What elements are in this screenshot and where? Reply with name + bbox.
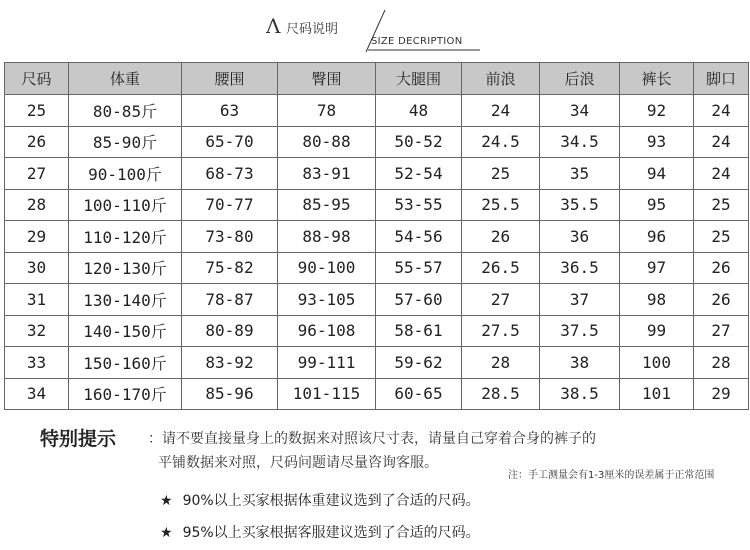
table-cell: 37: [540, 284, 620, 316]
table-cell: 95: [620, 189, 694, 221]
table-cell: 160-170斤: [69, 378, 182, 410]
table-row: [5, 189, 749, 221]
table-cell: 97: [620, 252, 694, 284]
table-cell: 101-115: [278, 378, 376, 410]
table-row: [5, 284, 749, 316]
star-icon: ★: [160, 525, 173, 541]
table-cell: 80-88: [278, 126, 376, 158]
table-cell: 93: [620, 126, 694, 158]
column-header: 尺码: [5, 63, 69, 95]
table-cell: 24: [694, 158, 749, 190]
table-cell: 24.5: [462, 126, 540, 158]
table-cell: 24: [694, 126, 749, 158]
table-cell: 58-61: [376, 315, 462, 347]
table-cell: 50-52: [376, 126, 462, 158]
page-title: 尺码说明: [286, 22, 339, 37]
table-cell: 53-55: [376, 189, 462, 221]
table-cell: 25: [5, 95, 69, 127]
table-cell: 27: [694, 315, 749, 347]
table-cell: 85-95: [278, 189, 376, 221]
notes-section: [0, 418, 750, 550]
table-cell: 101: [620, 378, 694, 410]
table-row: [5, 221, 749, 253]
table-row: [5, 378, 749, 410]
logo-icon: Λ: [266, 14, 281, 38]
column-header: 臀围: [278, 63, 376, 95]
table-cell: 120-130斤: [69, 252, 182, 284]
table-cell: 73-80: [182, 221, 278, 253]
table-cell: 93-105: [278, 284, 376, 316]
table-cell: 99-111: [278, 347, 376, 379]
table-row: [5, 95, 749, 127]
column-header: 腰围: [182, 63, 278, 95]
table-cell: 78-87: [182, 284, 278, 316]
table-cell: 68-73: [182, 158, 278, 190]
table-cell: 63: [182, 95, 278, 127]
table-row: [5, 315, 749, 347]
column-header: 体重: [69, 63, 182, 95]
bullet-service-advice: [160, 522, 480, 542]
bullet-text: 95%以上买家根据客服建议选到了合适的尺码。: [182, 525, 480, 541]
table-cell: 24: [694, 95, 749, 127]
table-cell: 99: [620, 315, 694, 347]
table-cell: 28: [694, 347, 749, 379]
column-header: 脚口: [694, 63, 749, 95]
table-cell: 48: [376, 95, 462, 127]
table-cell: 110-120斤: [69, 221, 182, 253]
table-cell: 80-85斤: [69, 95, 182, 127]
header: [0, 0, 750, 62]
table-cell: 80-89: [182, 315, 278, 347]
table-cell: 28: [462, 347, 540, 379]
table-cell: 34: [5, 378, 69, 410]
star-icon: ★: [160, 493, 173, 509]
table-cell: 28: [5, 189, 69, 221]
measurement-note: 注：手工测量会有1-3厘米的误差属于正常范围: [508, 470, 715, 481]
table-cell: 90-100斤: [69, 158, 182, 190]
table-cell: 26: [5, 126, 69, 158]
table-cell: 31: [5, 284, 69, 316]
size-table: [4, 62, 749, 410]
table-cell: 140-150斤: [69, 315, 182, 347]
table-cell: 25: [462, 158, 540, 190]
slash-divider-icon: [0, 0, 750, 62]
table-cell: 96-108: [278, 315, 376, 347]
table-cell: 65-70: [182, 126, 278, 158]
table-cell: 34.5: [540, 126, 620, 158]
table-cell: 90-100: [278, 252, 376, 284]
bullet-weight-advice: [160, 490, 480, 510]
table-cell: 29: [694, 378, 749, 410]
table-cell: 38: [540, 347, 620, 379]
table-cell: 37.5: [540, 315, 620, 347]
table-cell: 85-96: [182, 378, 278, 410]
table-cell: 36.5: [540, 252, 620, 284]
table-cell: 60-65: [376, 378, 462, 410]
table-cell: 32: [5, 315, 69, 347]
table-cell: 34: [540, 95, 620, 127]
table-header-row: [5, 63, 749, 95]
table-cell: 83-92: [182, 347, 278, 379]
table-cell: 36: [540, 221, 620, 253]
table-cell: 57-60: [376, 284, 462, 316]
table-row: [5, 126, 749, 158]
column-header: 大腿围: [376, 63, 462, 95]
table-cell: 27.5: [462, 315, 540, 347]
table-cell: 100-110斤: [69, 189, 182, 221]
table-cell: 100: [620, 347, 694, 379]
table-cell: 26: [462, 221, 540, 253]
table-row: [5, 158, 749, 190]
table-cell: 88-98: [278, 221, 376, 253]
table-cell: 55-57: [376, 252, 462, 284]
column-header: 后浪: [540, 63, 620, 95]
table-cell: 27: [5, 158, 69, 190]
table-cell: 30: [5, 252, 69, 284]
table-cell: 98: [620, 284, 694, 316]
table-cell: 29: [5, 221, 69, 253]
table-row: [5, 252, 749, 284]
tip-text-line1: ：请不要直接量身上的数据来对照该尺寸表，请量自己穿着合身的裤子的: [148, 431, 596, 447]
table-cell: 26: [694, 284, 749, 316]
table-cell: 75-82: [182, 252, 278, 284]
table-cell: 130-140斤: [69, 284, 182, 316]
table-cell: 94: [620, 158, 694, 190]
table-cell: 25: [694, 221, 749, 253]
table-cell: 25: [694, 189, 749, 221]
column-header: 裤长: [620, 63, 694, 95]
table-row: [5, 347, 749, 379]
column-header: 前浪: [462, 63, 540, 95]
table-cell: 33: [5, 347, 69, 379]
table-cell: 25.5: [462, 189, 540, 221]
table-cell: 150-160斤: [69, 347, 182, 379]
table-cell: 38.5: [540, 378, 620, 410]
table-cell: 24: [462, 95, 540, 127]
tip-label: 特别提示: [40, 428, 117, 450]
table-cell: 70-77: [182, 189, 278, 221]
table-cell: 26: [694, 252, 749, 284]
table-cell: 92: [620, 95, 694, 127]
table-cell: 83-91: [278, 158, 376, 190]
table-cell: 35: [540, 158, 620, 190]
page-subtitle: SIZE DECRIPTION: [371, 36, 463, 47]
table-cell: 35.5: [540, 189, 620, 221]
table-cell: 52-54: [376, 158, 462, 190]
tip-text-line2: 平铺数据来对照，尺码问题请尽量咨询客服。: [158, 455, 438, 471]
bullet-text: 90%以上买家根据体重建议选到了合适的尺码。: [182, 493, 480, 509]
table-cell: 59-62: [376, 347, 462, 379]
table-cell: 54-56: [376, 221, 462, 253]
table-cell: 27: [462, 284, 540, 316]
table-cell: 96: [620, 221, 694, 253]
table-cell: 26.5: [462, 252, 540, 284]
table-cell: 28.5: [462, 378, 540, 410]
table-cell: 78: [278, 95, 376, 127]
table-cell: 85-90斤: [69, 126, 182, 158]
